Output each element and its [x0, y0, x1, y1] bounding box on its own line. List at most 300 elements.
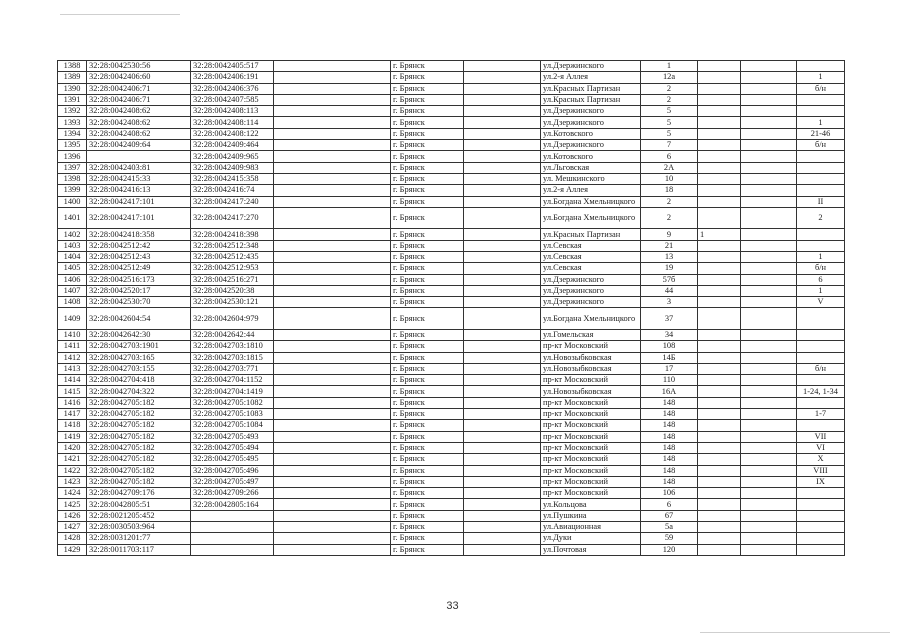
street-cell: ул.Дзержинского [541, 61, 641, 72]
city-cell: г. Брянск [391, 533, 464, 544]
house-number-cell: 110 [641, 375, 698, 386]
empty-cell [274, 308, 391, 330]
street-cell: пр-кт Московский [541, 341, 641, 352]
city-cell: г. Брянск [391, 285, 464, 296]
object-cadastral-number-cell: 32:28:0042416:74 [191, 185, 274, 196]
row-number-cell: 1420 [58, 442, 87, 453]
table-row [58, 117, 845, 128]
city-cell: г. Брянск [391, 465, 464, 476]
empty-cell [741, 72, 797, 83]
cadastral-number-cell: 32:28:0042520:17 [87, 285, 191, 296]
note-cell [698, 106, 741, 117]
empty-cell [274, 72, 391, 83]
empty-cell [274, 465, 391, 476]
row-number-cell: 1399 [58, 185, 87, 196]
empty-cell [741, 544, 797, 555]
premises-number-cell: VII [797, 431, 845, 442]
object-cadastral-number-cell: 32:28:0042408:114 [191, 117, 274, 128]
cadastral-number-cell: 32:28:0042403:81 [87, 162, 191, 173]
house-number-cell: 13 [641, 251, 698, 262]
premises-number-cell: II [797, 196, 845, 207]
empty-cell [274, 207, 391, 229]
cadastral-number-cell: 32:28:0042417:101 [87, 207, 191, 229]
premises-number-cell [797, 420, 845, 431]
street-cell: пр-кт Московский [541, 397, 641, 408]
cadastral-number-cell: 32:28:0042704:322 [87, 386, 191, 397]
empty-cell [274, 488, 391, 499]
city-cell: г. Брянск [391, 229, 464, 240]
note-cell [698, 162, 741, 173]
table-row [58, 72, 845, 83]
table-row [58, 274, 845, 285]
city-cell: г. Брянск [391, 397, 464, 408]
house-number-cell: 148 [641, 397, 698, 408]
empty-cell [741, 173, 797, 184]
note-cell [698, 488, 741, 499]
city-cell: г. Брянск [391, 263, 464, 274]
empty-cell [274, 409, 391, 420]
house-number-cell: 57б [641, 274, 698, 285]
street-cell: пр-кт Московский [541, 431, 641, 442]
street-cell: ул.Дзержинского [541, 117, 641, 128]
table-row [58, 499, 845, 510]
premises-number-cell [797, 341, 845, 352]
note-cell [698, 240, 741, 251]
register-table-body [58, 61, 845, 556]
premises-number-cell: 1 [797, 117, 845, 128]
premises-number-cell [797, 162, 845, 173]
empty-cell [464, 106, 541, 117]
street-cell: ул.Дзержинского [541, 274, 641, 285]
note-cell [698, 83, 741, 94]
empty-cell [274, 375, 391, 386]
empty-cell [741, 207, 797, 229]
city-cell: г. Брянск [391, 544, 464, 555]
empty-cell [464, 431, 541, 442]
row-number-cell: 1427 [58, 521, 87, 532]
house-number-cell: 148 [641, 409, 698, 420]
table-row [58, 476, 845, 487]
empty-cell [741, 521, 797, 532]
note-cell [698, 308, 741, 330]
street-cell: ул.Дзержинского [541, 297, 641, 308]
empty-cell [464, 274, 541, 285]
empty-cell [274, 476, 391, 487]
street-cell: ул. Мешкинского [541, 173, 641, 184]
house-number-cell: 5а [641, 521, 698, 532]
row-number-cell: 1388 [58, 61, 87, 72]
empty-cell [274, 173, 391, 184]
premises-number-cell: VIII [797, 465, 845, 476]
empty-cell [741, 329, 797, 340]
note-cell [698, 329, 741, 340]
cadastral-number-cell: 32:28:0042530:56 [87, 61, 191, 72]
empty-cell [464, 140, 541, 151]
empty-cell [464, 533, 541, 544]
row-number-cell: 1419 [58, 431, 87, 442]
house-number-cell: 59 [641, 533, 698, 544]
premises-number-cell: б/н [797, 263, 845, 274]
empty-cell [464, 251, 541, 262]
premises-number-cell: IX [797, 476, 845, 487]
cadastral-number-cell: 32:28:0021205:452 [87, 510, 191, 521]
note-cell [698, 297, 741, 308]
street-cell: ул.Дзержинского [541, 285, 641, 296]
empty-cell [274, 510, 391, 521]
empty-cell [464, 196, 541, 207]
empty-cell [274, 341, 391, 352]
row-number-cell: 1396 [58, 151, 87, 162]
row-number-cell: 1425 [58, 499, 87, 510]
empty-cell [741, 465, 797, 476]
city-cell: г. Брянск [391, 72, 464, 83]
empty-cell [741, 297, 797, 308]
street-cell: ул.Красных Партизан [541, 83, 641, 94]
cadastral-number-cell: 32:28:0042417:101 [87, 196, 191, 207]
premises-number-cell [797, 397, 845, 408]
cadastral-number-cell: 32:28:0042516:173 [87, 274, 191, 285]
object-cadastral-number-cell [191, 544, 274, 555]
premises-number-cell [797, 106, 845, 117]
empty-cell [274, 94, 391, 105]
object-cadastral-number-cell: 32:28:0042406:191 [191, 72, 274, 83]
cadastral-number-cell: 32:28:0031201:77 [87, 533, 191, 544]
street-cell: ул.Севская [541, 240, 641, 251]
note-cell [698, 544, 741, 555]
note-cell [698, 285, 741, 296]
row-number-cell: 1421 [58, 454, 87, 465]
row-number-cell: 1409 [58, 308, 87, 330]
cadastral-number-cell: 32:28:0042415:33 [87, 173, 191, 184]
empty-cell [274, 83, 391, 94]
empty-cell [274, 397, 391, 408]
premises-number-cell [797, 488, 845, 499]
note-cell [698, 185, 741, 196]
premises-number-cell [797, 521, 845, 532]
empty-cell [741, 510, 797, 521]
city-cell: г. Брянск [391, 162, 464, 173]
note-cell [698, 117, 741, 128]
object-cadastral-number-cell: 32:28:0042408:122 [191, 128, 274, 139]
empty-cell [741, 251, 797, 262]
empty-cell [274, 151, 391, 162]
empty-cell [741, 341, 797, 352]
table-row [58, 521, 845, 532]
house-number-cell: 21 [641, 240, 698, 251]
register-table [57, 60, 845, 556]
city-cell: г. Брянск [391, 151, 464, 162]
city-cell: г. Брянск [391, 308, 464, 330]
house-number-cell: 2 [641, 83, 698, 94]
note-cell [698, 72, 741, 83]
street-cell: ул.Дзержинского [541, 140, 641, 151]
city-cell: г. Брянск [391, 431, 464, 442]
table-row [58, 375, 845, 386]
note-cell [698, 465, 741, 476]
house-number-cell: 120 [641, 544, 698, 555]
empty-cell [274, 229, 391, 240]
object-cadastral-number-cell: 32:28:0042705:494 [191, 442, 274, 453]
object-cadastral-number-cell: 32:28:0042530:121 [191, 297, 274, 308]
table-row [58, 285, 845, 296]
empty-cell [464, 397, 541, 408]
cadastral-number-cell: 32:28:0042409:64 [87, 140, 191, 151]
city-cell: г. Брянск [391, 196, 464, 207]
empty-cell [464, 117, 541, 128]
object-cadastral-number-cell: 32:28:0042512:435 [191, 251, 274, 262]
house-number-cell: 9 [641, 229, 698, 240]
city-cell: г. Брянск [391, 140, 464, 151]
table-row [58, 397, 845, 408]
page-number: 33 [446, 600, 459, 612]
house-number-cell: 148 [641, 442, 698, 453]
empty-cell [741, 308, 797, 330]
street-cell: пр-кт Московский [541, 488, 641, 499]
city-cell: г. Брянск [391, 420, 464, 431]
empty-cell [464, 510, 541, 521]
house-number-cell: 148 [641, 420, 698, 431]
empty-cell [741, 363, 797, 374]
table-row [58, 94, 845, 105]
row-number-cell: 1401 [58, 207, 87, 229]
table-row [58, 140, 845, 151]
premises-number-cell [797, 151, 845, 162]
cadastral-number-cell: 32:28:0042408:62 [87, 128, 191, 139]
empty-cell [741, 420, 797, 431]
street-cell: пр-кт Московский [541, 375, 641, 386]
empty-cell [741, 454, 797, 465]
premises-number-cell [797, 533, 845, 544]
street-cell: ул.Почтовая [541, 544, 641, 555]
note-cell [698, 510, 741, 521]
scan-artifact [60, 14, 180, 15]
house-number-cell: 6 [641, 499, 698, 510]
house-number-cell: 16А [641, 386, 698, 397]
empty-cell [741, 533, 797, 544]
city-cell: г. Брянск [391, 207, 464, 229]
note-cell [698, 454, 741, 465]
cadastral-number-cell: 32:28:0042406:71 [87, 94, 191, 105]
table-row [58, 488, 845, 499]
street-cell: ул.Севская [541, 251, 641, 262]
premises-number-cell: V [797, 297, 845, 308]
house-number-cell: 19 [641, 263, 698, 274]
premises-number-cell: б/н [797, 83, 845, 94]
table-row [58, 454, 845, 465]
row-number-cell: 1424 [58, 488, 87, 499]
street-cell: ул.Пушкина [541, 510, 641, 521]
cadastral-number-cell: 32:28:0042709:176 [87, 488, 191, 499]
city-cell: г. Брянск [391, 128, 464, 139]
empty-cell [274, 61, 391, 72]
street-cell: ул.Котовского [541, 151, 641, 162]
empty-cell [274, 240, 391, 251]
empty-cell [741, 240, 797, 251]
empty-cell [464, 341, 541, 352]
cadastral-number-cell: 32:28:0042416:13 [87, 185, 191, 196]
table-row [58, 352, 845, 363]
street-cell: ул.Гомельская [541, 329, 641, 340]
house-number-cell: 108 [641, 341, 698, 352]
object-cadastral-number-cell: 32:28:0042705:495 [191, 454, 274, 465]
empty-cell [274, 352, 391, 363]
street-cell: ул.Новозыбковская [541, 352, 641, 363]
row-number-cell: 1402 [58, 229, 87, 240]
empty-cell [464, 329, 541, 340]
note-cell [698, 409, 741, 420]
house-number-cell: 67 [641, 510, 698, 521]
empty-cell [464, 61, 541, 72]
table-row [58, 263, 845, 274]
object-cadastral-number-cell: 32:28:0042405:517 [191, 61, 274, 72]
row-number-cell: 1390 [58, 83, 87, 94]
city-cell: г. Брянск [391, 251, 464, 262]
object-cadastral-number-cell: 32:28:0042417:270 [191, 207, 274, 229]
empty-cell [274, 297, 391, 308]
empty-cell [464, 499, 541, 510]
cadastral-number-cell: 32:28:0011703:117 [87, 544, 191, 555]
note-cell [698, 533, 741, 544]
table-row [58, 409, 845, 420]
city-cell: г. Брянск [391, 386, 464, 397]
premises-number-cell: X [797, 454, 845, 465]
object-cadastral-number-cell: 32:28:0042705:1083 [191, 409, 274, 420]
empty-cell [274, 117, 391, 128]
empty-cell [741, 409, 797, 420]
house-number-cell: 5 [641, 106, 698, 117]
table-row [58, 240, 845, 251]
premises-number-cell [797, 352, 845, 363]
cadastral-number-cell: 32:28:0042705:182 [87, 465, 191, 476]
cadastral-number-cell: 32:28:0042705:182 [87, 476, 191, 487]
table-row [58, 61, 845, 72]
empty-cell [464, 442, 541, 453]
object-cadastral-number-cell: 32:28:0042604:979 [191, 308, 274, 330]
empty-cell [464, 420, 541, 431]
cadastral-number-cell: 32:28:0042705:182 [87, 397, 191, 408]
empty-cell [464, 162, 541, 173]
empty-cell [741, 442, 797, 453]
city-cell: г. Брянск [391, 117, 464, 128]
cadastral-number-cell: 32:28:0042703:1901 [87, 341, 191, 352]
city-cell: г. Брянск [391, 106, 464, 117]
object-cadastral-number-cell: 32:28:0042516:271 [191, 274, 274, 285]
street-cell: пр-кт Московский [541, 465, 641, 476]
cadastral-number-cell: 32:28:0042406:60 [87, 72, 191, 83]
row-number-cell: 1407 [58, 285, 87, 296]
premises-number-cell [797, 499, 845, 510]
premises-number-cell [797, 544, 845, 555]
row-number-cell: 1426 [58, 510, 87, 521]
cadastral-number-cell: 32:28:0042530:70 [87, 297, 191, 308]
empty-cell [741, 185, 797, 196]
object-cadastral-number-cell: 32:28:0042703:1815 [191, 352, 274, 363]
cadastral-number-cell: 32:28:0042705:182 [87, 409, 191, 420]
premises-number-cell: 21-46 [797, 128, 845, 139]
empty-cell [741, 117, 797, 128]
object-cadastral-number-cell: 32:28:0042512:953 [191, 263, 274, 274]
row-number-cell: 1410 [58, 329, 87, 340]
empty-cell [741, 263, 797, 274]
empty-cell [274, 499, 391, 510]
empty-cell [464, 352, 541, 363]
street-cell: ул.Дзержинского [541, 106, 641, 117]
empty-cell [274, 329, 391, 340]
city-cell: г. Брянск [391, 240, 464, 251]
premises-number-cell [797, 229, 845, 240]
city-cell: г. Брянск [391, 363, 464, 374]
object-cadastral-number-cell: 32:28:0042642:44 [191, 329, 274, 340]
row-number-cell: 1398 [58, 173, 87, 184]
object-cadastral-number-cell: 32:28:0042406:376 [191, 83, 274, 94]
object-cadastral-number-cell [191, 521, 274, 532]
note-cell [698, 352, 741, 363]
cadastral-number-cell: 32:28:0030503:964 [87, 521, 191, 532]
empty-cell [741, 431, 797, 442]
table-row [58, 341, 845, 352]
street-cell: ул.Новозыбковская [541, 386, 641, 397]
street-cell: ул.Богдана Хмельницкого [541, 196, 641, 207]
empty-cell [274, 431, 391, 442]
object-cadastral-number-cell: 32:28:0042704:1419 [191, 386, 274, 397]
premises-number-cell: 1 [797, 285, 845, 296]
object-cadastral-number-cell: 32:28:0042520:38 [191, 285, 274, 296]
street-cell: ул.2-я Аллея [541, 72, 641, 83]
empty-cell [464, 465, 541, 476]
cadastral-number-cell: 32:28:0042604:54 [87, 308, 191, 330]
empty-cell [464, 544, 541, 555]
cadastral-number-cell: 32:28:0042703:155 [87, 363, 191, 374]
house-number-cell: 148 [641, 431, 698, 442]
house-number-cell: 2 [641, 94, 698, 105]
city-cell: г. Брянск [391, 274, 464, 285]
empty-cell [741, 274, 797, 285]
premises-number-cell [797, 329, 845, 340]
row-number-cell: 1411 [58, 341, 87, 352]
house-number-cell: 7 [641, 140, 698, 151]
table-row [58, 533, 845, 544]
note-cell [698, 420, 741, 431]
street-cell: ул.Богдана Хмельницкого [541, 207, 641, 229]
street-cell: ул.Богдана Хмельницкого [541, 308, 641, 330]
row-number-cell: 1395 [58, 140, 87, 151]
object-cadastral-number-cell: 32:28:0042408:113 [191, 106, 274, 117]
house-number-cell: 1 [641, 61, 698, 72]
premises-number-cell [797, 173, 845, 184]
street-cell: ул.Льговская [541, 162, 641, 173]
note-cell [698, 173, 741, 184]
city-cell: г. Брянск [391, 352, 464, 363]
empty-cell [274, 285, 391, 296]
house-number-cell: 2А [641, 162, 698, 173]
table-row [58, 162, 845, 173]
empty-cell [464, 240, 541, 251]
house-number-cell: 2 [641, 196, 698, 207]
house-number-cell: 148 [641, 476, 698, 487]
cadastral-number-cell: 32:28:0042703:165 [87, 352, 191, 363]
row-number-cell: 1417 [58, 409, 87, 420]
row-number-cell: 1428 [58, 533, 87, 544]
premises-number-cell: 1-7 [797, 409, 845, 420]
empty-cell [741, 375, 797, 386]
empty-cell [274, 544, 391, 555]
cadastral-number-cell: 32:28:0042705:182 [87, 431, 191, 442]
empty-cell [274, 386, 391, 397]
street-cell: ул.Новозыбковская [541, 363, 641, 374]
table-row [58, 151, 845, 162]
premises-number-cell: 2 [797, 207, 845, 229]
note-cell [698, 140, 741, 151]
